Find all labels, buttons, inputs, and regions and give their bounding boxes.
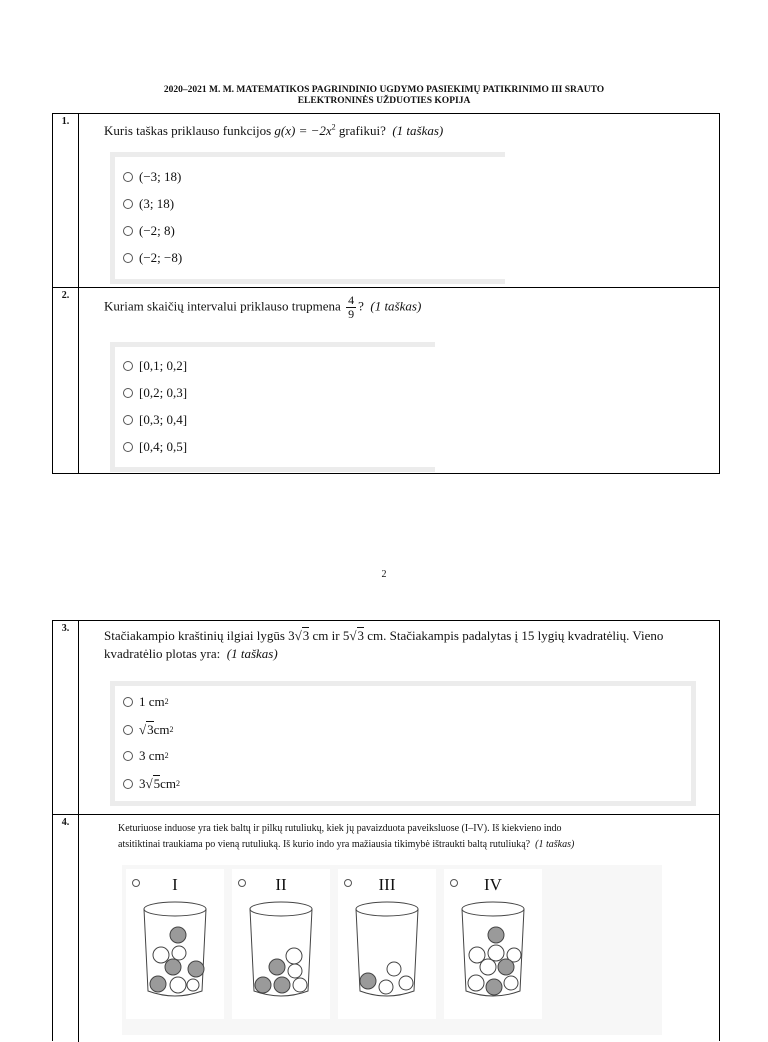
- points-label: (1 taškas): [392, 123, 444, 138]
- question-table-2: [52, 620, 720, 1041]
- option-jar-4[interactable]: [444, 869, 542, 1019]
- question-2: [53, 288, 719, 473]
- answer-options-box: [110, 681, 696, 806]
- radio-icon[interactable]: [123, 725, 133, 735]
- question-number: 3.: [53, 621, 79, 814]
- radio-icon[interactable]: [123, 226, 133, 236]
- question-1: [53, 114, 719, 288]
- radio-icon[interactable]: [123, 361, 133, 371]
- points-label: (1 taškas): [535, 839, 575, 850]
- answer-options-box: [110, 152, 505, 284]
- header-line-2: ELEKTRONINĖS UŽDUOTIES KOPIJA: [297, 96, 471, 106]
- option-3[interactable]: [0,3; 0,4]: [123, 412, 187, 428]
- question-4: [53, 815, 719, 1042]
- radio-icon[interactable]: [123, 253, 133, 263]
- option-2[interactable]: √ 3 cm 2: [123, 721, 174, 738]
- page-number: 2: [381, 569, 387, 580]
- radio-icon[interactable]: [123, 697, 133, 707]
- jar-3-icon: [338, 869, 436, 1019]
- question-number: 2.: [53, 288, 79, 473]
- option-1[interactable]: (−3; 18): [123, 169, 181, 185]
- radio-icon[interactable]: [123, 388, 133, 398]
- radio-icon[interactable]: [123, 442, 133, 452]
- option-1[interactable]: 1 cm 2: [123, 694, 169, 710]
- option-3[interactable]: 3 cm 2: [123, 748, 169, 764]
- radio-icon[interactable]: [123, 751, 133, 761]
- jar-label: IV: [484, 875, 502, 894]
- question-1-text: Kuris taškas priklauso funkcijos $g(x) = -2x^2$ grafikui? (1 taškas): [104, 122, 444, 138]
- jar-label: II: [275, 875, 287, 894]
- option-4[interactable]: 3 √ 5 cm 2: [123, 775, 180, 792]
- jar-2-icon: [232, 869, 330, 1019]
- question-2-text: Kuriam skaičių intervalui priklauso trupmena $\frac{4}{9}$ ? (1 taškas): [104, 293, 422, 321]
- fraction: $\frac{4}{9}$: [348, 293, 355, 321]
- option-jar-1[interactable]: [126, 869, 224, 1019]
- option-jar-3[interactable]: [338, 869, 436, 1019]
- option-4[interactable]: [0,4; 0,5]: [123, 439, 187, 455]
- radio-icon[interactable]: [123, 172, 133, 182]
- header-line-1: 2020–2021 M. M. MATEMATIKOS PAGRINDINIO UGDYMO PASIEKIMŲ PATIKRINIMO III SRAUTO: [163, 85, 605, 95]
- answer-options-box: [110, 342, 435, 472]
- option-1[interactable]: [0,1; 0,2]: [123, 358, 187, 374]
- radio-icon[interactable]: [123, 415, 133, 425]
- radio-icon[interactable]: [123, 779, 133, 789]
- document-header: [0, 85, 768, 107]
- option-2[interactable]: [0,2; 0,3]: [123, 385, 187, 401]
- question-3: [53, 621, 719, 815]
- jar-4-icon: [444, 869, 542, 1019]
- radio-icon[interactable]: [123, 199, 133, 209]
- question-table-1: [52, 113, 720, 474]
- answer-pictures-box: [122, 865, 662, 1035]
- jar-label: III: [378, 875, 396, 894]
- jar-label: I: [172, 875, 178, 894]
- points-label: (1 taškas): [370, 298, 422, 314]
- question-number: 4.: [53, 815, 79, 1042]
- option-jar-2[interactable]: [232, 869, 330, 1019]
- option-3[interactable]: (−2; 8): [123, 223, 175, 239]
- option-2[interactable]: (3; 18): [123, 196, 174, 212]
- question-number: 1.: [53, 114, 79, 287]
- question-4-text: Keturiuose induose yra tiek baltų ir pilkų rutuliukų, kiek jų pavaizduota paveiksluose (I–IV). Iš kiekvieno indo atsitiktinai traukiama po vieną rutuliuką. Iš kurio indo yra mažiausia tikimybė ištraukti baltą rutuliuką? (1 taškas): [118, 823, 575, 850]
- points-label: (1 taškas): [226, 646, 278, 661]
- option-4[interactable]: (−2; −8): [123, 250, 182, 266]
- question-3-text: Stačiakampio kraštinių ilgiai lygūs 3√3 cm ir 5√3 cm. Stačiakampis padalytas į 15 lygių kvadratėlių. Vieno kvadratėlio plotas yra: (1 taškas): [104, 628, 664, 661]
- jar-1-icon: [126, 869, 224, 1019]
